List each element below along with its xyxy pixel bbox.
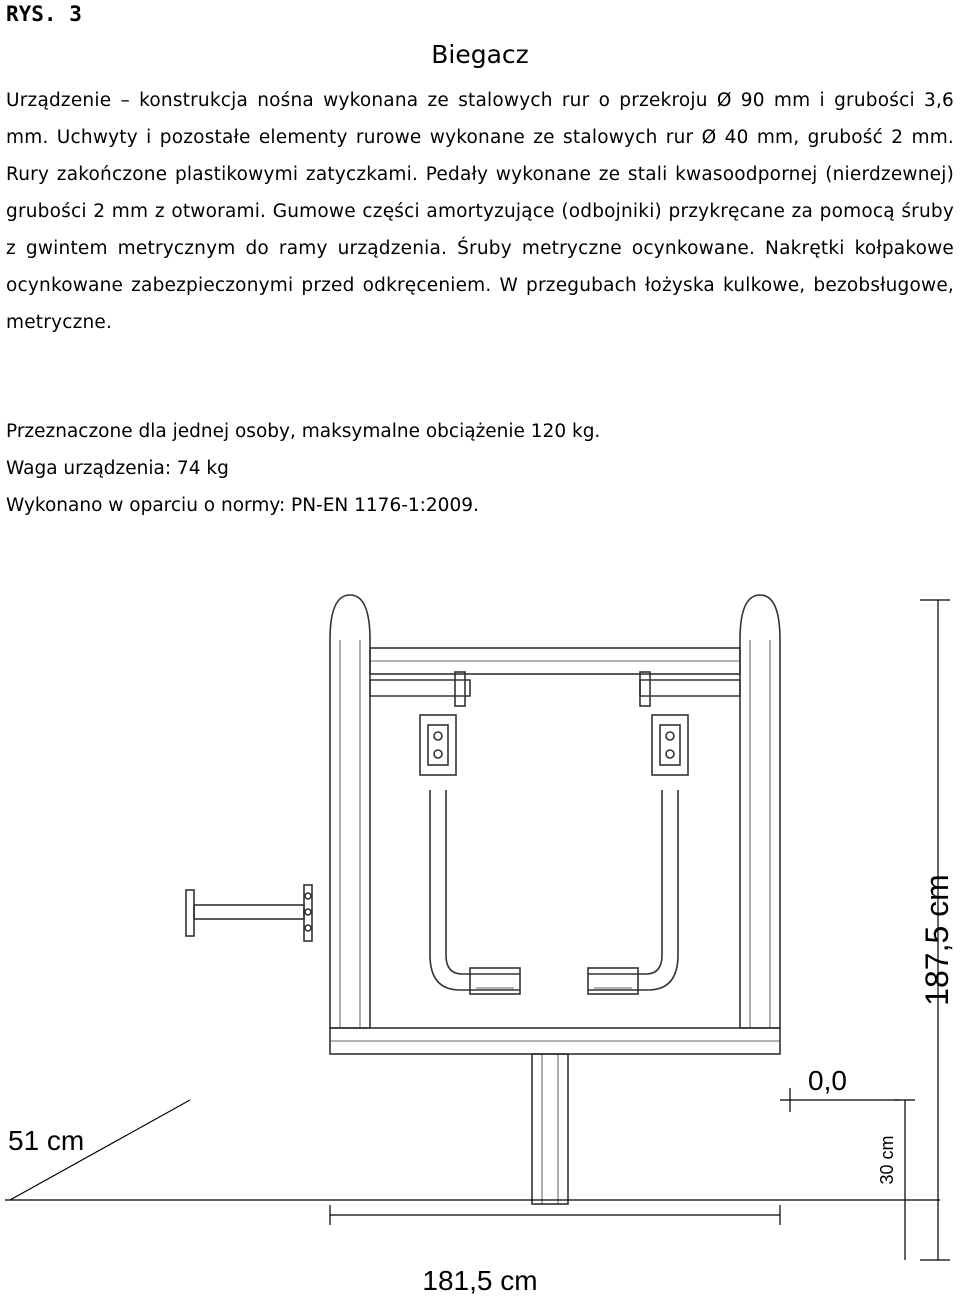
right-post [740,595,780,1028]
dimension-depth: 30 cm [877,1135,897,1185]
right-pivot [652,715,688,775]
center-leg [532,1054,568,1204]
description-part-frame: Urządzenie – konstrukcja nośna wykonana ze stalowych rur o przekroju Ø 90 mm i grubości 3,6 mm. Uchwyty i pozostałe elementy rurowe wykonane ze stalowych rur Ø 40 mm, grubość 2 mm. Rury zakończone plastikowymi zatyczkami. [6,90,954,185]
side-bracket-arm [194,905,304,919]
dimension-lines [5,600,950,1260]
left-pivot [420,715,456,775]
device-outline [186,595,780,1204]
description-paragraph [6,82,954,341]
description-part-fittings: Gumowe części amortyzujące (odbojniki) przykręcane za pomocą śruby z gwintem metrycznym do ramy urządzenia. Śruby metryczne ocynkowane. Nakrętki kołpakowe ocynkowane zabezpieczonymi przed odkręceniem. W przegubach łożyska kulkowe, bezobsługowe, metryczne. [6,201,955,333]
standard-text: Wykonano w oparciu o normy: PN-EN 1176-1:2009. [6,495,479,516]
description-part-pedals: Pedały wykonane ze stali kwasoodpornej (nierdzewnej) grubości 2 mm z otworami. [6,164,954,222]
page-title: Biegacz [431,40,529,69]
side-bracket-plate [186,890,194,936]
technical-drawing [0,560,960,1311]
dimension-side: 51 cm [8,1125,85,1156]
weight-text: Waga urządzenia: 74 kg [6,458,229,479]
right-handle [640,680,740,696]
usage-text: Przeznaczone dla jednej osoby, maksymalne obciążenie 120 kg. [6,421,601,442]
figure-label: RYS. 3 [6,2,82,26]
right-pendulum [588,790,678,990]
left-post [330,595,370,1028]
dimension-zero: 0,0 [808,1065,847,1096]
left-pendulum [430,790,520,990]
dimension-width: 181,5 cm [422,1265,538,1296]
dimension-height: 187,5 cm [919,874,955,1006]
